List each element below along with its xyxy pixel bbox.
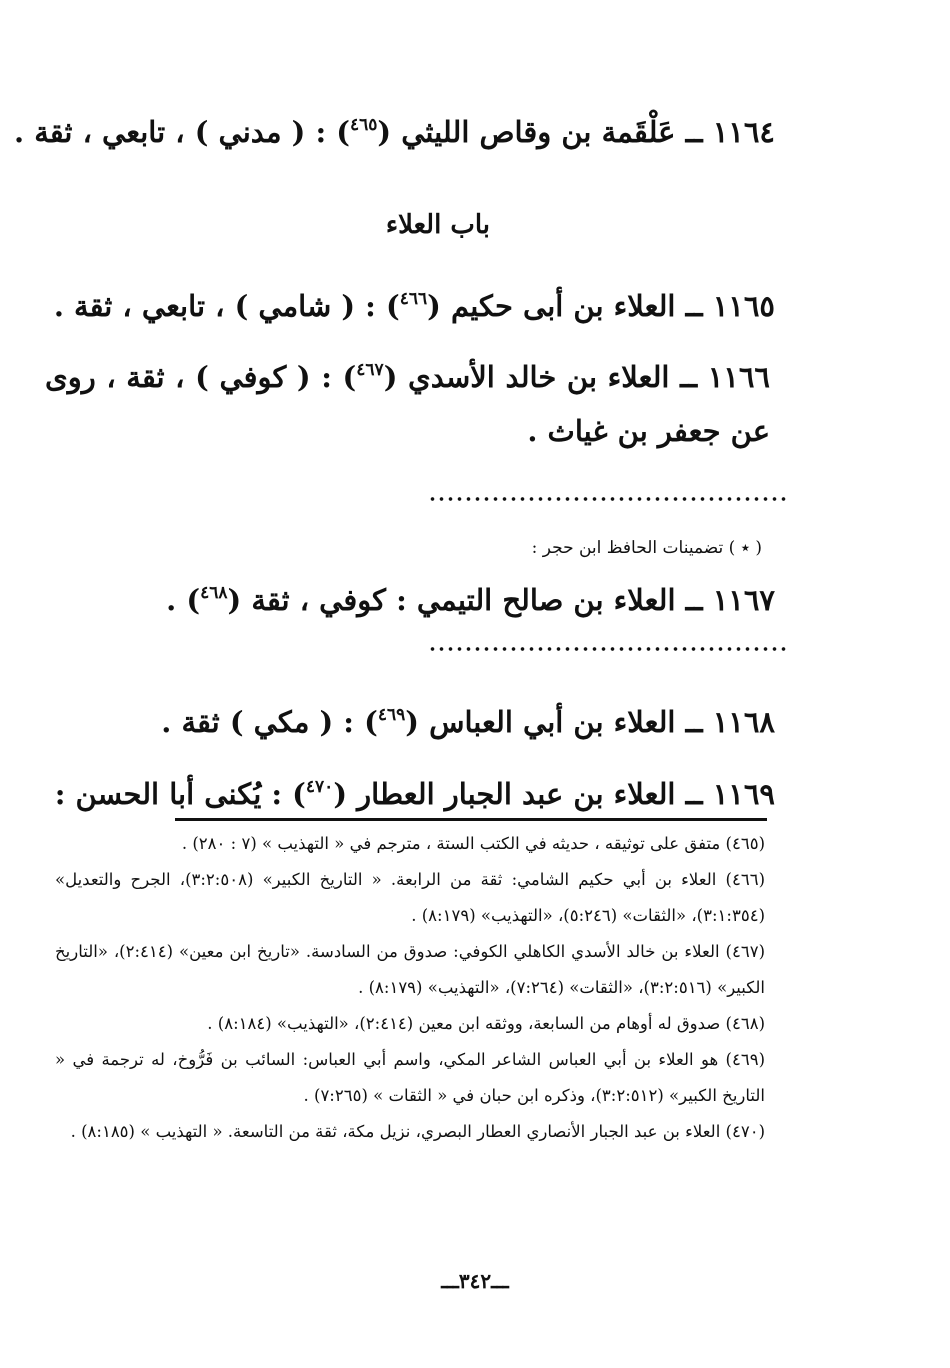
entry-text: : ( مدني ) ، تابعي ، ثقة . bbox=[14, 115, 327, 149]
insert-note: ( ٭ ) تضمينات الحافظ ابن حجر : bbox=[531, 538, 762, 558]
footnote-465: (٤٦٥) متفق على توثيقه ، حديثه في الكتب الستة ، مترجم في « التهذيب » (٧ : ٢٨٠) . bbox=[181, 834, 765, 853]
entry-text: : ( شامي ) ، تابعي ، ثقة . bbox=[53, 289, 376, 323]
footnote-466: (٤٦٦) العلاء بن أبي حكيم الشامي: ثقة من الرابعة. « التاريخ الكبير» (٣:٢:٥٠٨)، الجرح والتعديل» (٣:١:٣٥٤)، «الثقات» (٥:٢٤٦)، «التهذيب» (٨:١٧٩) . bbox=[55, 870, 765, 925]
entry-title: ١١٦٥ ــ العلاء بن أبى حكيم bbox=[450, 289, 775, 323]
footnote-468: (٤٦٨) صدوق له أوهام من السابعة، ووثقه ابن معين (٢:٤١٤)، «التهذيب» (٨:١٨٤) . bbox=[207, 1014, 765, 1033]
section-heading: باب العلاء bbox=[385, 210, 490, 240]
footnote-ref: ٤٦٧ bbox=[356, 360, 384, 380]
entry-1165: ١١٦٥ ــ العلاء بن أبى حكيم ($^{٤٦٦}$) : ( شامي ) ، تابعي ، ثقة . bbox=[53, 289, 775, 323]
footnote-ref: ٤٦٥ bbox=[350, 115, 378, 135]
footnote-470: (٤٧٠) العلاء بن عبد الجبار الأنصاري العطار البصري، نزيل مكة، ثقة من التاسعة. « التهذيب » (٨:١٨٥) . bbox=[70, 1122, 765, 1141]
footnote-469: (٤٦٩) هو العلاء بن أبي العباس الشاعر المكي، واسم أبي العباس: السائب بن فَرُّوخ، له ترجمة في « التاريخ الكبير» (٣:٢:٥١٢)، وذكره ابن حبان في « الثقات » (٧:٢٦٥) . bbox=[55, 1050, 765, 1105]
entry-text: : يُكنى أبا الحسن : bbox=[54, 777, 283, 811]
footnotes bbox=[55, 826, 765, 1150]
entry-1164: ١١٦٤ ــ عَلْقَمة بن وقاص الليثي ($^{٤٦٥}$) : ( مدني ) ، تابعي ، ثقة . bbox=[14, 115, 775, 149]
entry-1167: ١١٦٧ ــ العلاء بن صالح التيمي : كوفي ، ثقة ($^{٤٦٨}$) . bbox=[166, 583, 775, 617]
dotted-separator-top bbox=[428, 496, 788, 502]
entry-1168: ١١٦٨ ــ العلاء بن أبي العباس ($^{٤٦٩}$) : ( مكي ) ثقة . bbox=[161, 705, 775, 739]
entry-text: : ( مكي ) ثقة . bbox=[161, 705, 354, 739]
footnote-ref: ٤٦٨ bbox=[200, 583, 228, 603]
entry-title: ١١٦٨ ــ العلاء بن أبي العباس bbox=[429, 705, 775, 739]
footnote-467: (٤٦٧) العلاء بن خالد الأسدي الكاهلي الكوفي: صدوق من السادسة. «تاريخ ابن معين» (٢:٤١٤)، «التاريخ الكبير» (٣:٢:٥١٦)، «الثقات» (٧:٢٦٤)، «التهذيب» (٨:١٧٩) . bbox=[55, 942, 765, 997]
page-number: ـــ٣٤٢ـــ bbox=[441, 1269, 509, 1293]
entry-title: ١١٦٧ ــ العلاء بن صالح التيمي : كوفي ، ثقة bbox=[251, 583, 775, 617]
footnote-ref: ٤٦٩ bbox=[377, 705, 406, 725]
entry-1169: ١١٦٩ ــ العلاء بن عبد الجبار العطار ($^{٤٧٠}$) : يُكنى أبا الحسن : bbox=[54, 777, 775, 811]
entry-1166: ١١٦٦ ــ العلاء بن خالد الأسدي ($^{٤٦٧}$) : ( كوفي ) ، ثقة ، روى عن جعفر بن غياث . bbox=[45, 360, 771, 448]
footnote-ref: ٤٧٠ bbox=[305, 777, 334, 797]
entry-text: : ( كوفي ) ، ثقة ، روى عن جعفر بن غياث . bbox=[45, 360, 770, 448]
entry-title: ١١٦٤ ــ عَلْقَمة بن وقاص الليثي bbox=[401, 115, 775, 149]
dotted-separator-bottom bbox=[428, 646, 788, 652]
footnote-ref: ٤٦٦ bbox=[399, 289, 428, 309]
entry-text: . bbox=[166, 583, 177, 617]
footnote-rule bbox=[175, 818, 767, 821]
entry-title: ١١٦٩ ــ العلاء بن عبد الجبار العطار bbox=[357, 777, 775, 811]
entry-title: ١١٦٦ ــ العلاء بن خالد الأسدي bbox=[408, 360, 771, 394]
